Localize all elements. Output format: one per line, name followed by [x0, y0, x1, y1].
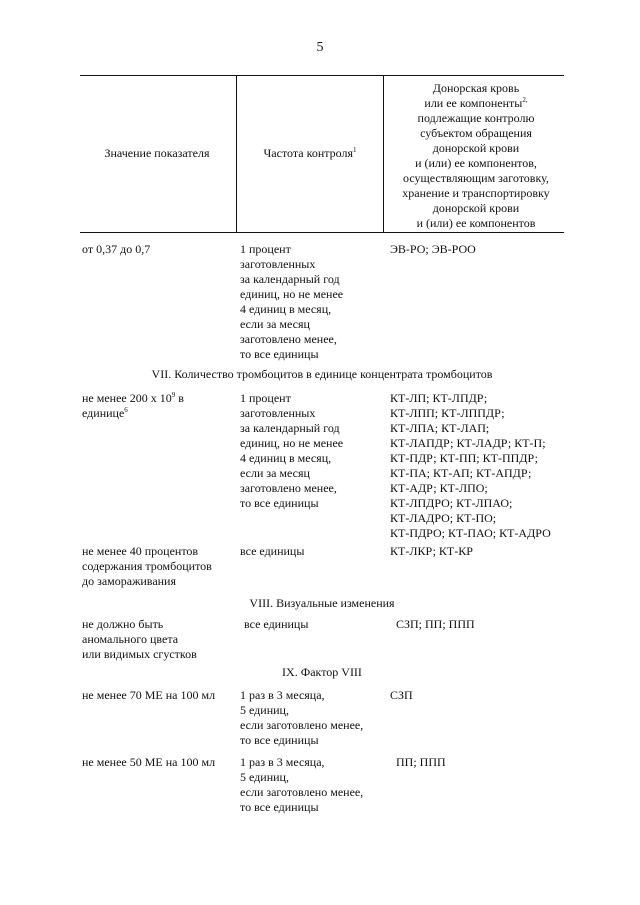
row-f-frequency: 1 раз в 3 месяца, 5 единиц, если заготовлено менее, то все единицы: [240, 755, 364, 814]
header-divider-2: [383, 75, 384, 232]
row-d-components: СЗП; ПП; ППП: [396, 617, 475, 631]
row-c-frequency: все единицы: [240, 544, 305, 558]
table-top-rule: [80, 75, 564, 76]
row-b-value-line1: не менее 200 х $10^9$ в: [82, 391, 184, 405]
row-a-value: от 0,37 до 0,7: [82, 242, 151, 256]
header-line: Донорская кровь: [432, 81, 520, 95]
header-control-frequency: [240, 146, 380, 161]
header-line: и (или) ее компонентов,: [415, 156, 537, 170]
header-line: донорской крови: [432, 141, 520, 155]
row-e-value: не менее 70 МЕ на 100 мл: [82, 688, 216, 702]
header-line: осуществляющим заготовку,: [403, 171, 549, 185]
header-line: донорской крови: [432, 201, 520, 215]
section-ix-heading: IX. Фактор VIII: [282, 665, 362, 679]
row-f-components: ПП; ППП: [396, 755, 446, 769]
section-vii-heading: VII. Количество тромбоцитов в единице концентрата тромбоцитов: [151, 367, 493, 381]
footnote-mark: 2,: [522, 96, 528, 104]
row-e-frequency: 1 раз в 3 месяца, 5 единиц, если заготовлено менее, то все единицы: [240, 688, 364, 747]
row-b-value-line2: единице$^6$: [82, 406, 128, 420]
header-bottom-rule: [80, 232, 564, 233]
row-a-components: ЭВ-РО; ЭВ-РОО: [390, 242, 476, 256]
header-line: хранение и транспортировку: [402, 186, 550, 200]
row-c-components: КТ-ЛКР; КТ-КР: [390, 544, 473, 558]
header-indicator-value: [82, 146, 232, 161]
header-control-frequency-text: Частота контроля: [263, 146, 353, 160]
row-f-value: не менее 50 МЕ на 100 мл: [82, 755, 216, 769]
page-number: 5: [316, 40, 324, 55]
row-a-frequency: 1 процент заготовленных за календарный год единиц, но не менее 4 единиц в месяц, если за месяц заготовлено менее, то все единицы: [240, 242, 344, 361]
header-line: субъектом обращения: [420, 126, 532, 140]
header-line: или ее компоненты$^{2,}$: [424, 96, 528, 110]
header-indicator-value-text: Значение показателя: [104, 146, 210, 160]
header-blood-components: [386, 81, 566, 231]
header-line: подлежащие контролю: [417, 111, 535, 125]
footnote-mark: 1: [352, 146, 357, 154]
row-b-frequency: 1 процент заготовленных за календарный год единиц, но не менее 4 единиц в месяц, если за месяц заготовлено менее, то все единицы: [240, 391, 344, 510]
header-line: и (или) ее компонентов: [416, 216, 536, 230]
section-viii-heading: VIII. Визуальные изменения: [249, 596, 395, 610]
row-b-value: [82, 391, 232, 421]
row-c-value: не менее 40 процентов содержания тромбоцитов до замораживания: [82, 544, 212, 588]
row-d-frequency: все единицы: [244, 617, 309, 631]
row-e-components: СЗП: [390, 688, 413, 702]
row-b-components: КТ-ЛП; КТ-ЛПДР; КТ-ЛПП; КТ-ЛППДР; КТ-ЛПА; КТ-ЛАП; КТ-ЛАПДР; КТ-ЛАДР; КТ-П; КТ-ПДР; КТ-ПП; КТ-ППДР; КТ-ПА; КТ-АП; КТ-АПДР; КТ-АДР; КТ-ЛПО; КТ-ЛПДРО; КТ-ЛПАО; КТ-ЛАДРО; КТ-ПО; КТ-ПДРО; КТ-ПАО; КТ-АДРО: [390, 391, 551, 540]
header-divider-1: [236, 75, 237, 232]
row-d-value: не должно быть аномального цвета или видимых сгустков: [82, 617, 197, 661]
